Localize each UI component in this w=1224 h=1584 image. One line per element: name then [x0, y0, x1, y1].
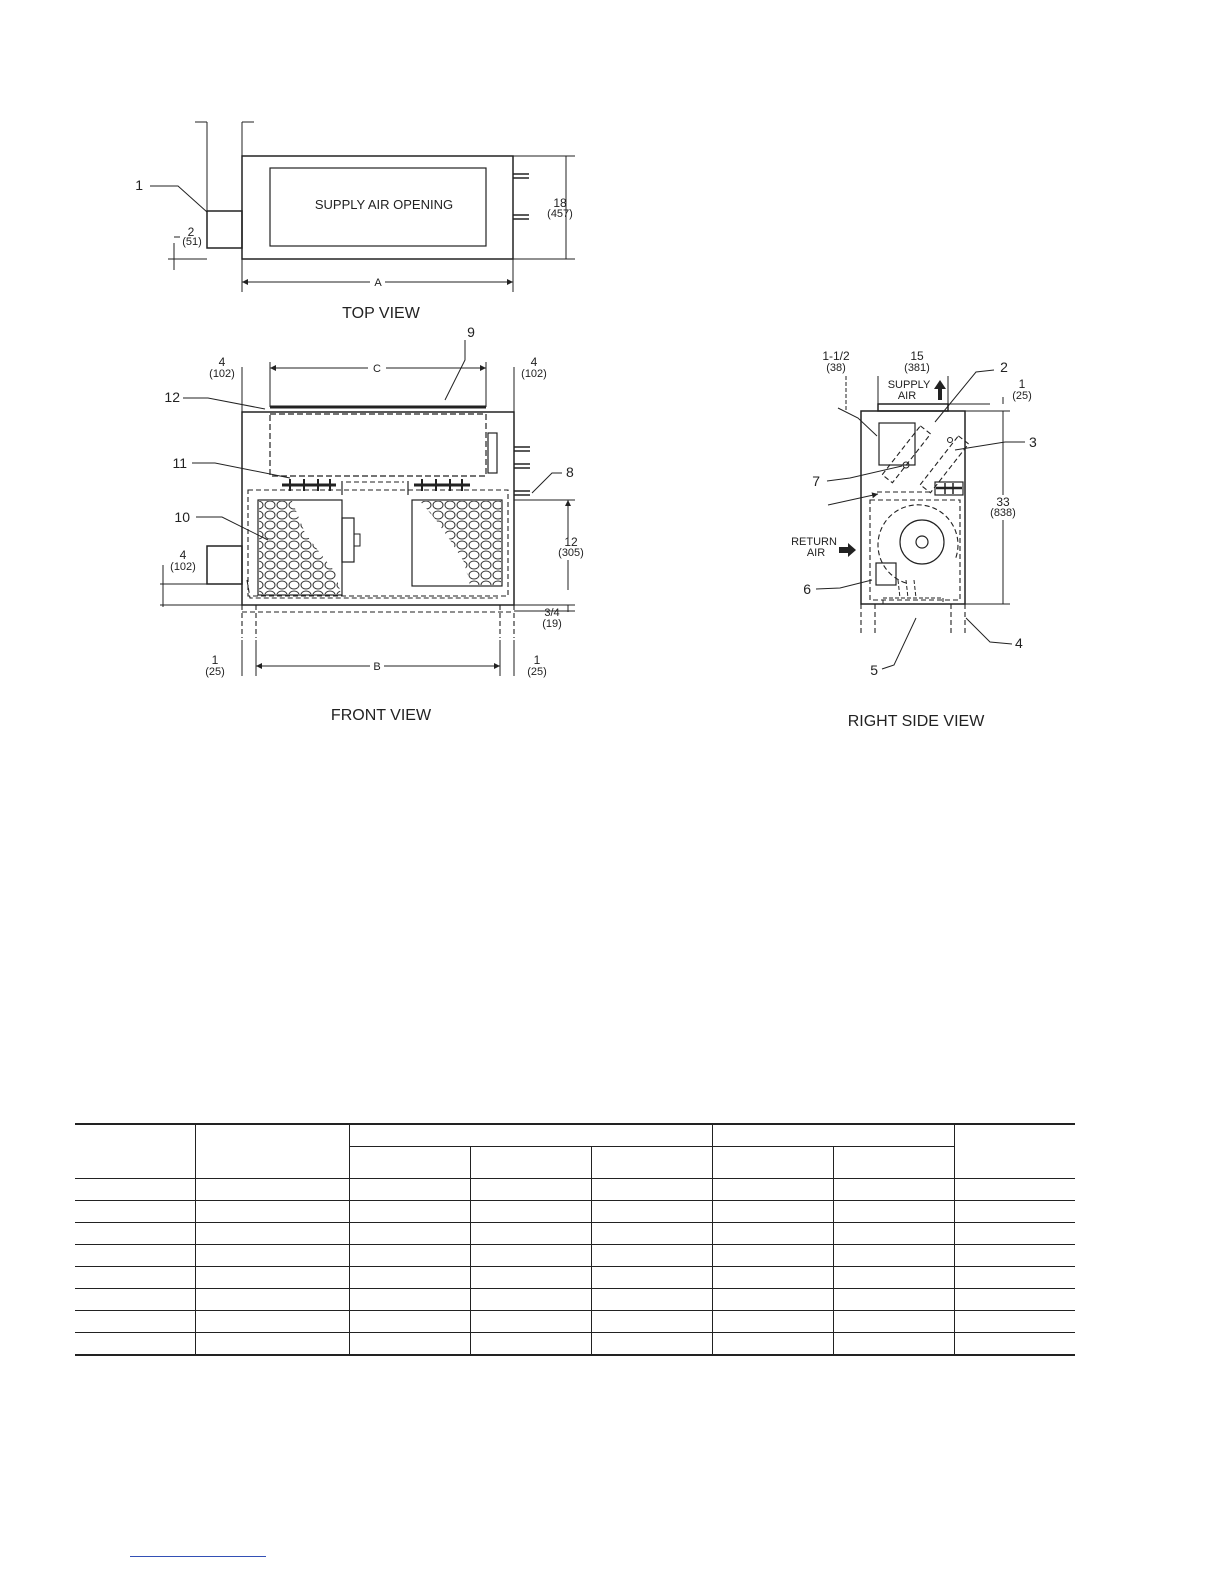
dim-12: 12: [564, 535, 578, 549]
dim-1-1-2: 1-1/2: [822, 349, 850, 363]
dim-1: 1: [1018, 377, 1026, 391]
dim-1-left-mm: (25): [205, 666, 225, 678]
table-row: [75, 1289, 1075, 1311]
blower-wheel: [900, 520, 944, 564]
return-air-label-2: AIR: [806, 547, 826, 559]
callout-8: 8: [566, 464, 574, 480]
dim-3-4: 3/4: [544, 607, 560, 619]
dim-4-right: 4: [530, 355, 538, 369]
front-view-labels: [164, 324, 583, 724]
table-row: [75, 1201, 1075, 1223]
side-view-panel: [879, 423, 915, 465]
callout-6: 6: [803, 581, 811, 597]
front-view-inlet: [207, 546, 242, 584]
top-view-labels: [135, 177, 573, 322]
dim-15: 15: [910, 349, 924, 363]
supply-air-label-2: AIR: [897, 390, 917, 402]
dim-1-mm: (25): [1012, 390, 1032, 402]
callout-2: 2: [1000, 359, 1008, 375]
dim-b: B: [373, 661, 381, 673]
front-view-title: FRONT VIEW: [330, 707, 432, 724]
dim-4-right-mm: (102): [521, 368, 547, 380]
supply-air-arrow-icon: [934, 380, 946, 400]
blower-scroll: [878, 505, 958, 583]
side-view-title: RIGHT SIDE VIEW: [847, 713, 985, 730]
table-row: [75, 1267, 1075, 1289]
dim-c: C: [373, 363, 381, 375]
table-row: [75, 1311, 1075, 1333]
left-filter-mesh: [259, 501, 341, 594]
table-header-row: [75, 1124, 1075, 1147]
side-view-supply-collar: [878, 404, 948, 411]
table-row: [75, 1179, 1075, 1201]
table-row: [75, 1223, 1075, 1245]
dim-2: 2: [187, 225, 195, 239]
heater-section: [270, 414, 486, 476]
dim-1-1-2-mm: (38): [826, 362, 846, 374]
table-row: [75, 1245, 1075, 1267]
top-view-inlet-collar: [207, 211, 242, 248]
supply-air-label-1: SUPPLY: [887, 379, 931, 391]
side-view-coil-left: [882, 426, 930, 483]
callout-3: 3: [1029, 434, 1037, 450]
dim-33-mm: (838): [990, 507, 1016, 519]
blower-hub: [916, 536, 928, 548]
callout-12: 12: [164, 389, 180, 405]
callout-7: 7: [812, 473, 820, 489]
top-view-opening-label: SUPPLY AIR OPENING: [314, 197, 454, 212]
dim-4-left-mm: (102): [209, 368, 235, 380]
callout-5: 5: [870, 662, 878, 678]
dim-1-right-mm: (25): [527, 666, 547, 678]
callout-4: 4: [1015, 635, 1023, 651]
dim-12-mm: (305): [558, 547, 584, 559]
dim-1-right: 1: [533, 653, 541, 667]
dim-1-left: 1: [211, 653, 219, 667]
dim-18: 18: [553, 196, 567, 210]
side-view-labels: [791, 349, 1037, 730]
dim-4-left: 4: [218, 355, 226, 369]
table-row: [75, 1333, 1075, 1356]
dimensions-table: [75, 1123, 1075, 1356]
dim-33: 33: [996, 495, 1010, 509]
callout-9: 9: [467, 324, 475, 340]
dim-4-low-mm: (102): [170, 561, 196, 573]
dim-15-mm: (381): [904, 362, 930, 374]
dim-2-mm: (51): [182, 236, 202, 248]
right-side-view: [816, 370, 1025, 669]
callout-11: 11: [172, 455, 187, 471]
dim-4-low: 4: [179, 548, 187, 562]
callout-1: 1: [135, 177, 143, 193]
dim-a: A: [374, 277, 382, 289]
return-air-label-1: RETURN: [791, 536, 837, 548]
callout-10: 10: [174, 509, 190, 525]
dim-3-4-mm: (19): [542, 618, 562, 630]
front-view: [160, 340, 575, 676]
footer-link-underline[interactable]: [130, 1556, 266, 1557]
top-view-title: TOP VIEW: [342, 305, 420, 322]
return-air-arrow-icon: [839, 543, 856, 557]
dim-18-mm: (457): [547, 208, 573, 220]
right-filter-mesh: [420, 501, 501, 585]
